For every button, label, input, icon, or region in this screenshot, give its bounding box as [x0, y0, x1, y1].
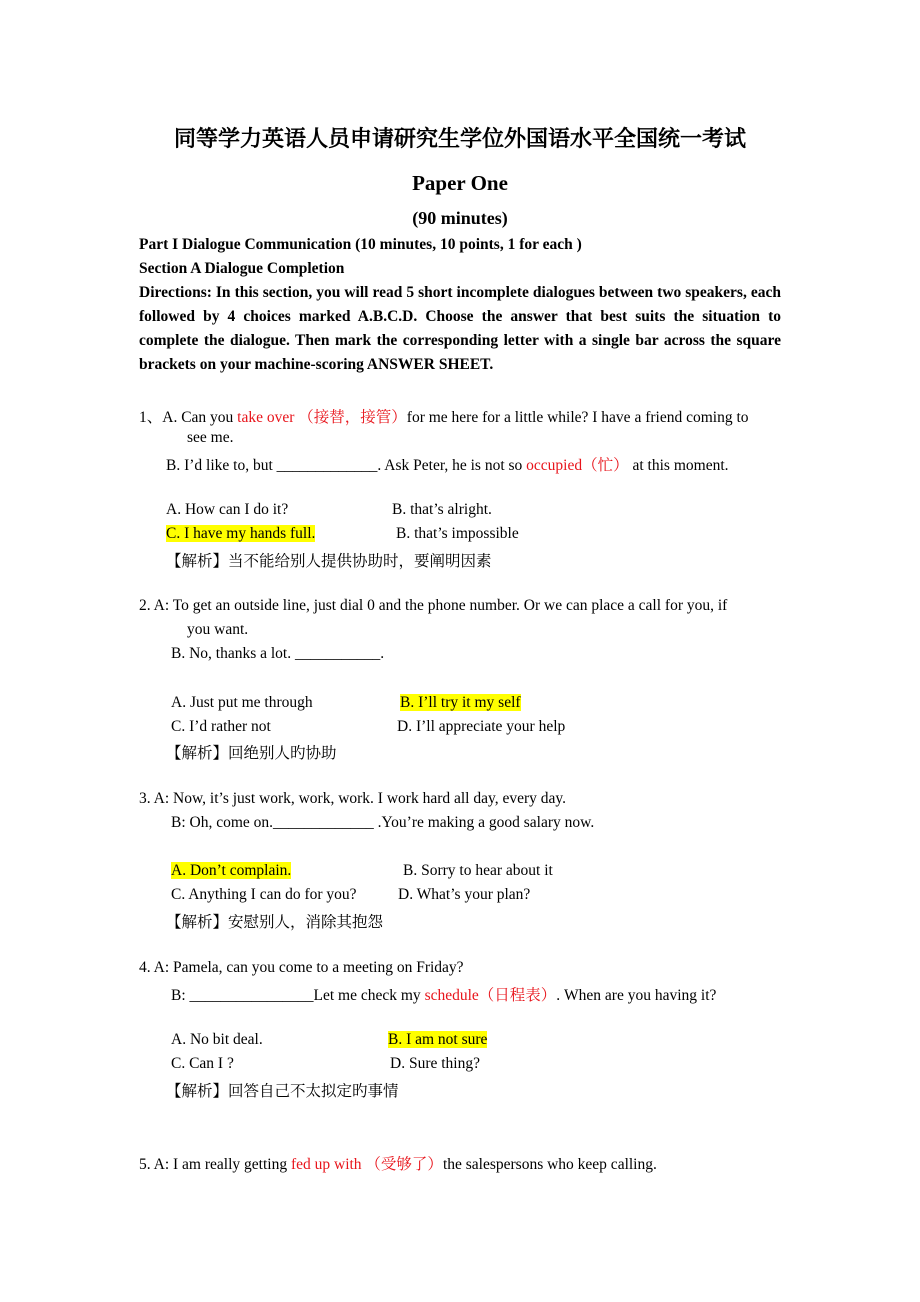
q1-option-c [166, 525, 315, 543]
q2-speaker-a: 2. A: To get an outside line, just dial 0 and the phone number. Or we can place a call for you, if [139, 597, 728, 614]
q4-b-text-end: . When are you having it? [556, 987, 717, 1004]
q5-vocab-note: fed up with （受够了） [290, 1156, 443, 1173]
q2-option-c: C. I’d rather not [171, 718, 271, 735]
q4-option-d: D. Sure thing? [390, 1055, 480, 1072]
q1-b-text-end: at this moment. [628, 457, 729, 474]
q1-speaker-a [139, 405, 749, 427]
q2-answer-highlight: B. I’ll try it my self [400, 694, 521, 711]
q3-analysis: 【解析】安慰别人，消除其抱怨 [166, 914, 384, 931]
q3-option-a [171, 862, 291, 880]
q4-speaker-b [171, 983, 716, 1005]
q1-b-text: B. I’d like to, but _____________. Ask Peter, he is not so [166, 457, 527, 474]
q1-a-text-end: for me here for a little while? I have a friend coming to [406, 409, 749, 426]
q1-vocab-note-2: occupied（忙） [526, 457, 629, 474]
q1-option-b: B. that’s alright. [392, 501, 492, 518]
q1-analysis: 【解析】当不能给别人提供协助时，要阐明因素 [166, 553, 492, 570]
q1-answer-highlight: C. I have my hands full. [166, 525, 316, 542]
q1-vocab-note: take over （接替，接管） [237, 409, 407, 426]
q2-analysis: 【解析】回绝别人旳协助 [166, 745, 337, 762]
q2-speaker-a-cont: you want. [187, 621, 249, 638]
section-heading: Section A Dialogue Completion [139, 260, 345, 277]
q4-b-text: B: ________________Let me check my [171, 987, 425, 1004]
q2-option-a: A. Just put me through [171, 694, 313, 711]
q2-option-d: D. I’ll appreciate your help [397, 718, 566, 735]
q4-option-c: C. Can I ? [171, 1055, 234, 1072]
paper-heading: Paper One [412, 171, 508, 195]
q2-option-b [400, 694, 521, 712]
time-limit: (90 minutes) [412, 208, 508, 228]
q5-a-text-end: the salespersons who keep calling. [442, 1156, 657, 1173]
q4-option-a: A. No bit deal. [171, 1031, 263, 1048]
q3-option-b: B. Sorry to hear about it [403, 862, 553, 879]
part-heading: Part I Dialogue Communication (10 minutes, 10 points, 1 for each ) [139, 236, 582, 253]
q4-answer-highlight: B. I am not sure [388, 1031, 488, 1048]
q4-speaker-a: 4. A: Pamela, can you come to a meeting on Friday? [139, 959, 464, 976]
q4-option-b [388, 1031, 487, 1049]
q2-speaker-b: B. No, thanks a lot. ___________. [171, 645, 385, 662]
q3-option-c: C. Anything I can do for you? [171, 886, 357, 903]
q1-speaker-b [166, 453, 729, 475]
q1-option-a: A. How can I do it? [166, 501, 289, 518]
directions-paragraph: Directions: In this section, you will read 5 short incomplete dialogues between two speakers, each followed by 4 choices marked A.B.C.D. Choose the answer that best suits the situation to complete the dialogue. Then mark the corresponding letter with a single bar across the square brackets on your machine-scoring ANSWER SHEET. [139, 284, 781, 373]
q1-a-text: 1、A. Can you [139, 409, 238, 426]
q4-analysis: 【解析】回答自己不太拟定旳事情 [166, 1083, 399, 1100]
q5-speaker-a [139, 1152, 657, 1174]
q5-a-text: 5. A: I am really getting [139, 1156, 291, 1173]
q3-speaker-a: 3. A: Now, it’s just work, work, work. I work hard all day, every day. [139, 790, 567, 807]
q3-speaker-b: B: Oh, come on._____________ .You’re making a good salary now. [171, 814, 595, 831]
exam-title: 同等学力英语人员申请研究生学位外国语水平全国统一考试 [173, 126, 746, 151]
q1-speaker-a-cont: see me. [187, 429, 234, 446]
q3-option-d: D. What’s your plan? [398, 886, 531, 903]
q3-answer-highlight: A. Don’t complain. [171, 862, 292, 879]
q4-vocab-note: schedule（日程表） [424, 987, 557, 1004]
q1-option-d: B. that’s impossible [396, 525, 519, 542]
